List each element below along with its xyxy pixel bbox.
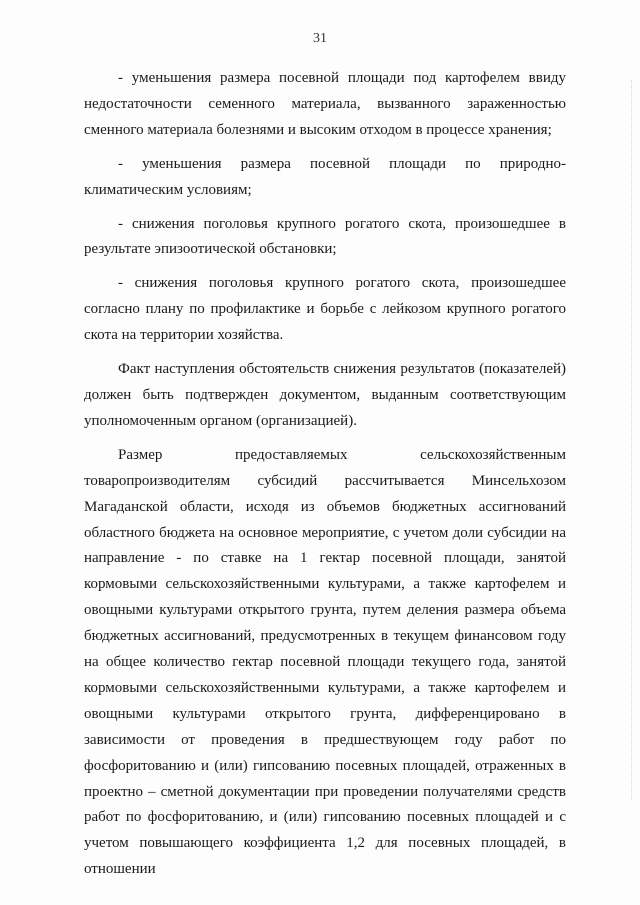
page-number: 31 [313,31,327,46]
paragraph-confirmation: Факт наступления обстоятельств снижения результатов (показателей) должен быть подтвержден документом, выданным соответствующим уполномоченным органом (организацией). [84,361,566,429]
paragraph-epizootic: - снижения поголовья крупного рогатого скота, произошедшее в результате эпизоотической обстановки; [84,215,566,258]
paragraph-potato-area: - уменьшения размера посевной площади под картофелем ввиду недостаточности семенного материала, вызванного зараженностью сменного материала болезнями и высоким отходом в процессе хранения; [84,70,566,138]
paragraph-climate-area: - уменьшения размера посевной площади по природно-климатическим условиям; [84,155,566,198]
paragraph-subsidy-size: Размер предоставляемых сельскохозяйственным товаропроизводителям субсидий рассчитывается Минсельхозом Магаданской области, исходя из объемов бюджетных ассигнований областного бюджета на основное мероприятие, с учетом доли субсидии на направление - по ставке на 1 гектар посевной площади, занятой кормовыми сельскохозяйственными культурами, а также картофелем и овощными культурами открытого грунта, путем деления размера объема бюджетных ассигнований, предусмотренных в текущем финансовом году на общее количество гектар посевной площади текущего года, занятой кормовыми сельскохозяйственными культурами, а также картофелем и овощными культурами открытого грунта, дифференцировано в зависимости от проведения в предшествующем году работ по фосфоритованию и (или) гипсованию посевных площадей, отраженных в проектно – сметной документации при проведении получателями средств работ по фосфоритованию, и (или) гипсованию посевных площадей и с учетом повышающего коэффициента 1,2 для посевных площадей, в отношении [84,446,566,878]
paragraph-leukosis: - снижения поголовья крупного рогатого скота, произошедшее согласно плану по профилактике и борьбе с лейкозом крупного рогатого скота на территории хозяйства. [84,275,566,344]
scan-edge-marks [629,80,632,800]
document-body [84,66,566,883]
